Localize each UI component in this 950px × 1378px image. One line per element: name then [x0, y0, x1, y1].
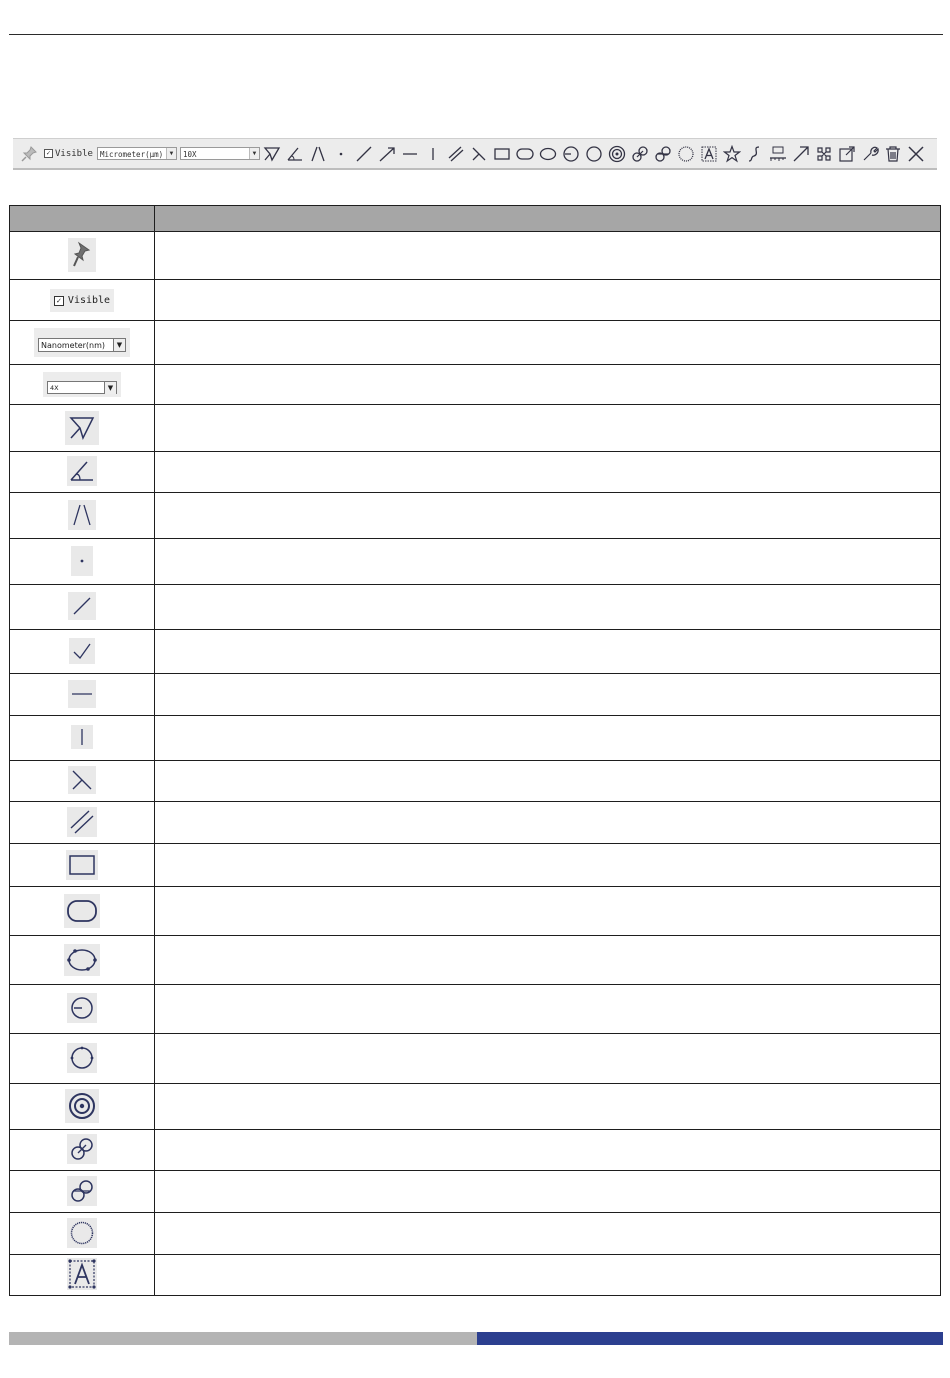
- magnification-dropdown[interactable]: [180, 147, 260, 160]
- header-icon-column: [10, 206, 155, 232]
- row-description: [155, 280, 941, 321]
- circle-center-radius-icon: [67, 993, 97, 1023]
- table-row: [10, 539, 941, 585]
- visible-label: Visible: [67, 295, 111, 307]
- unit-dropdown[interactable]: [97, 147, 177, 160]
- magnification-dropdown-value: 10X: [182, 150, 197, 159]
- concentric-circles-icon: [65, 1089, 99, 1123]
- row-description: [155, 630, 941, 674]
- line-icon: [68, 592, 96, 620]
- table-row: [10, 365, 941, 405]
- table-row: [10, 630, 941, 674]
- row-description: [155, 844, 941, 887]
- row-description: [155, 985, 941, 1034]
- magnification-dropdown-value: 4X: [50, 384, 59, 392]
- arrow-icon[interactable]: [792, 143, 811, 165]
- point-icon[interactable]: [332, 143, 351, 165]
- pin-icon[interactable]: [19, 143, 38, 165]
- row-description: [155, 1171, 941, 1213]
- row-description: [155, 405, 941, 452]
- close-icon[interactable]: [907, 143, 926, 165]
- pin-icon: [68, 238, 96, 272]
- polygon-arrow-icon: [65, 411, 99, 445]
- export-icon[interactable]: [838, 143, 857, 165]
- arrow-line-icon[interactable]: [378, 143, 397, 165]
- arc-circle-icon: [67, 1218, 97, 1248]
- rectangle-icon[interactable]: [493, 143, 512, 165]
- table-row: [10, 844, 941, 887]
- point-icon: [71, 546, 93, 576]
- two-circles-alt-icon: [67, 1176, 97, 1206]
- two-circles-icon: [67, 1134, 97, 1164]
- table-row: [10, 985, 941, 1034]
- row-description: [155, 802, 941, 844]
- row-description: [155, 539, 941, 585]
- row-description: [155, 716, 941, 761]
- table-row: [10, 321, 941, 365]
- row-description: [155, 887, 941, 936]
- chevron-down-icon: ▼: [166, 148, 176, 159]
- circle-three-point-icon: [67, 1043, 97, 1073]
- visible-checkbox[interactable]: [44, 149, 93, 159]
- table-row: [10, 405, 941, 452]
- circle-three-point-icon[interactable]: [585, 143, 604, 165]
- curve-icon[interactable]: [746, 143, 765, 165]
- table-row: [10, 1213, 941, 1255]
- row-description: [155, 1130, 941, 1171]
- row-description: [155, 1084, 941, 1130]
- table-row: [10, 936, 941, 985]
- row-description: [155, 321, 941, 365]
- header-description-column: [155, 206, 941, 232]
- row-description: [155, 585, 941, 630]
- ellipse-icon[interactable]: [539, 143, 558, 165]
- row-description: [155, 365, 941, 405]
- vertical-line-icon: [71, 725, 93, 749]
- vertical-line-icon[interactable]: [424, 143, 443, 165]
- angle-icon: [67, 456, 97, 486]
- parallel-lines-icon: [67, 807, 97, 837]
- icon-description-table: [9, 205, 941, 1296]
- parallel-lines-icon[interactable]: [447, 143, 466, 165]
- text-icon: [67, 1258, 97, 1290]
- checkbox-mark: ✓: [44, 149, 53, 158]
- table-row: [10, 493, 941, 539]
- footer-blue-bar: [477, 1332, 943, 1345]
- visible-label: Visible: [55, 148, 93, 159]
- table-row: [10, 585, 941, 630]
- checkbox-mark: ✓: [54, 296, 64, 306]
- arc-circle-icon[interactable]: [677, 143, 696, 165]
- unit-dropdown-value: Micrometer(μm): [99, 150, 164, 159]
- unit-dropdown: [34, 328, 130, 357]
- star-icon[interactable]: [723, 143, 742, 165]
- table-row: [10, 802, 941, 844]
- two-circles-icon[interactable]: [631, 143, 650, 165]
- row-description: [155, 232, 941, 280]
- polygon-arrow-icon[interactable]: [263, 143, 282, 165]
- concentric-circles-icon[interactable]: [608, 143, 627, 165]
- tilted-lines-icon: [68, 500, 96, 530]
- table-row: [10, 1034, 941, 1084]
- rounded-rectangle-icon[interactable]: [516, 143, 535, 165]
- row-description: [155, 936, 941, 985]
- table-row: [10, 452, 941, 493]
- row-description: [155, 674, 941, 716]
- unit-dropdown-value: Nanometer(nm): [41, 341, 106, 350]
- row-description: [155, 452, 941, 493]
- top-rule: [9, 34, 943, 35]
- angle-icon[interactable]: [286, 143, 305, 165]
- horizontal-line-icon[interactable]: [401, 143, 420, 165]
- footer-grey-bar: [9, 1332, 477, 1345]
- chevron-down-icon: ▼: [104, 382, 116, 394]
- table-row: [10, 761, 941, 802]
- rectangle-icon: [66, 850, 98, 880]
- table-row: [10, 1171, 941, 1213]
- cross-lines-icon: [68, 766, 96, 794]
- table-row: [10, 232, 941, 280]
- row-description: [155, 761, 941, 802]
- table-header-row: [10, 206, 941, 232]
- color-icon[interactable]: [815, 143, 834, 165]
- table-row: [10, 887, 941, 936]
- visible-checkbox: [50, 289, 114, 312]
- delete-icon[interactable]: [884, 143, 903, 165]
- chevron-down-icon: ▼: [113, 339, 125, 351]
- tilted-lines-icon[interactable]: [309, 143, 328, 165]
- row-description: [155, 1255, 941, 1296]
- row-description: [155, 1213, 941, 1255]
- line-icon[interactable]: [355, 143, 374, 165]
- two-circles-alt-icon[interactable]: [654, 143, 673, 165]
- horizontal-line-icon: [68, 680, 96, 708]
- polyline-icon: [69, 638, 95, 664]
- circle-center-radius-icon[interactable]: [562, 143, 581, 165]
- row-description: [155, 493, 941, 539]
- ellipse-icon: [64, 944, 100, 976]
- table-row: [10, 1084, 941, 1130]
- settings-icon[interactable]: [861, 143, 880, 165]
- rounded-rectangle-icon: [64, 894, 100, 928]
- cross-lines-icon[interactable]: [470, 143, 489, 165]
- table-row: [10, 1130, 941, 1171]
- table-row: [10, 674, 941, 716]
- measurement-toolbar: [13, 138, 937, 170]
- magnification-dropdown: [43, 372, 121, 397]
- table-row: [10, 1255, 941, 1296]
- chevron-down-icon: ▼: [249, 148, 259, 159]
- row-description: [155, 1034, 941, 1084]
- table-row: [10, 716, 941, 761]
- scale-bar-icon[interactable]: [769, 143, 788, 165]
- text-icon[interactable]: [700, 143, 719, 165]
- table-row: [10, 280, 941, 321]
